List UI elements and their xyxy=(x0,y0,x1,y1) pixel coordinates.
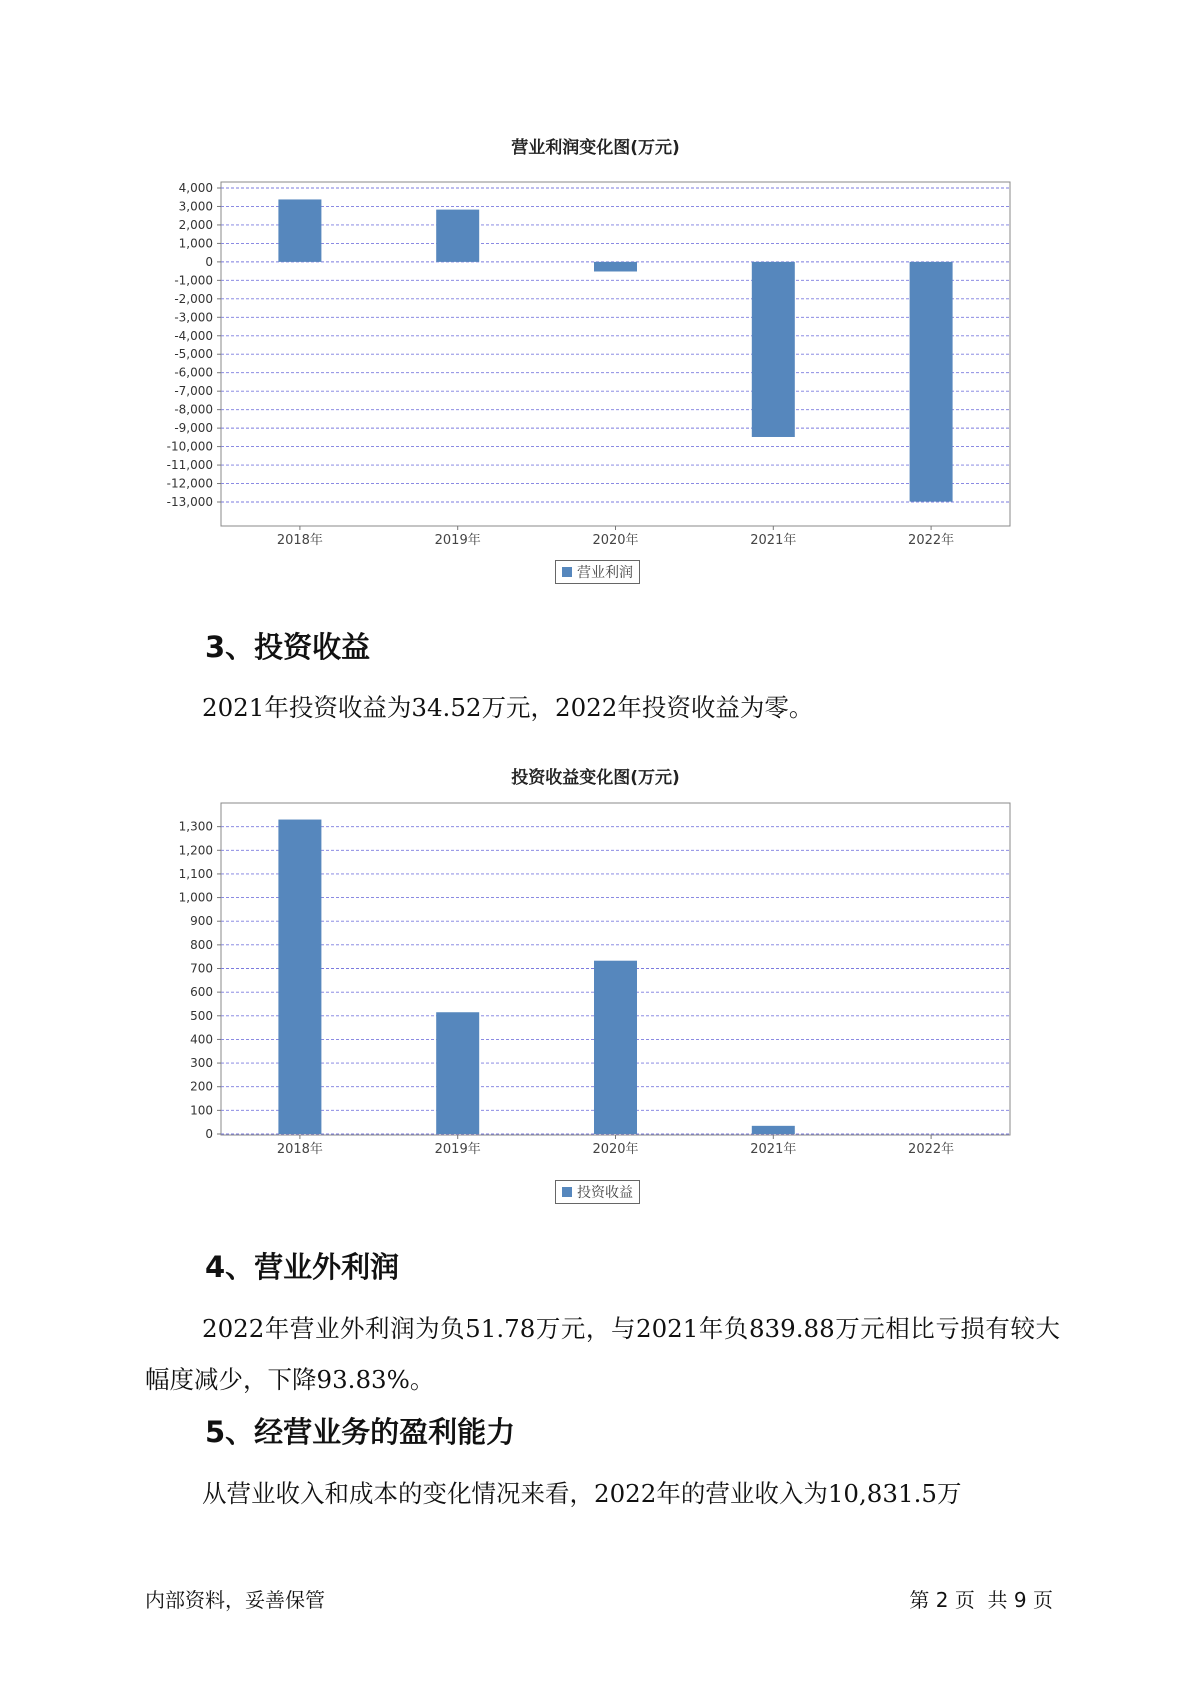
chart2-ytick-label: 600 xyxy=(190,985,213,1000)
chart2-xtick-label: 2021年 xyxy=(750,1142,797,1157)
chart1-xtick-label: 2020年 xyxy=(592,533,639,548)
chart1-ytick-label: -5,000 xyxy=(174,347,213,362)
chart2-ytick-label: 100 xyxy=(190,1103,213,1118)
chart2-ytick-label: 300 xyxy=(190,1056,213,1071)
section5-heading: 5、经营业务的盈利能力 xyxy=(205,1415,516,1449)
chart1-xtick-label: 2022年 xyxy=(908,533,955,548)
chart1-ytick-label: 0 xyxy=(205,254,213,269)
chart2-ytick-label: 0 xyxy=(205,1127,213,1141)
chart2-bar xyxy=(278,820,321,1134)
chart1-ytick-label: -3,000 xyxy=(174,310,213,325)
chart2-ytick-label: 1,300 xyxy=(178,819,213,834)
chart1-legend-label: 营业利润 xyxy=(577,565,633,581)
chart1-ytick-label: -12,000 xyxy=(166,476,213,491)
chart1-ytick-label: 1,000 xyxy=(178,236,213,251)
footer-page-number: 第 2 页 共 9 页 xyxy=(909,1588,1053,1612)
footer-confidential: 内部资料，妥善保管 xyxy=(145,1588,325,1612)
chart2-ytick-label: 1,100 xyxy=(178,866,213,881)
section5-text: 从营业收入和成本的变化情况来看，2022年的营业收入为10,831.5万 xyxy=(202,1479,962,1508)
chart2-ytick-label: 900 xyxy=(190,914,213,929)
section4-heading: 4、营业外利润 xyxy=(205,1250,400,1284)
chart2-bar xyxy=(594,961,637,1134)
chart1-ytick-label: 3,000 xyxy=(178,199,213,214)
chart1-ytick-label: 2,000 xyxy=(178,217,213,232)
chart1-ytick-label: -2,000 xyxy=(174,291,213,306)
chart1-xtick-label: 2018年 xyxy=(276,533,323,548)
section4-text: 2022年营业外利润为负51.78万元，与2021年负839.88万元相比亏损有较大幅度减少，下降93.83%。 xyxy=(145,1314,1060,1394)
chart1-ytick-label: -1,000 xyxy=(174,273,213,288)
chart1-xtick-label: 2021年 xyxy=(750,533,797,548)
chart2-bar xyxy=(752,1126,795,1134)
chart1-ytick-label: -9,000 xyxy=(174,421,213,436)
chart1-ytick-label: -11,000 xyxy=(166,458,213,473)
chart2-xtick-label: 2022年 xyxy=(908,1142,955,1157)
chart2-xtick-label: 2020年 xyxy=(592,1142,639,1157)
section3-text: 2021年投资收益为34.52万元，2022年投资收益为零。 xyxy=(202,693,814,722)
chart2-ytick-label: 1,000 xyxy=(178,890,213,905)
chart1-ytick-label: 4,000 xyxy=(178,181,213,195)
chart2-ytick-label: 400 xyxy=(190,1032,213,1047)
section3-heading: 3、投资收益 xyxy=(205,630,371,664)
chart1-ytick-label: -7,000 xyxy=(174,384,213,399)
chart2-xtick-label: 2018年 xyxy=(276,1142,323,1157)
chart2-legend xyxy=(555,1180,640,1204)
chart2-legend-swatch xyxy=(562,1187,572,1197)
chart1-title: 营业利润变化图(万元) xyxy=(511,138,680,158)
chart1-ytick-label: -6,000 xyxy=(174,365,213,380)
chart2-ytick-label: 800 xyxy=(190,937,213,952)
chart1-ytick-label: -10,000 xyxy=(166,439,213,454)
chart2-bar xyxy=(436,1012,479,1134)
chart2-ytick-label: 500 xyxy=(190,1008,213,1023)
chart2-ytick-label: 700 xyxy=(190,961,213,976)
chart1-ytick-label: -13,000 xyxy=(166,495,213,509)
chart1-xtick-label: 2019年 xyxy=(434,533,481,548)
chart2-ytick-label: 1,200 xyxy=(178,843,213,858)
chart2-legend-label: 投资收益 xyxy=(577,1185,633,1201)
chart2-ytick-label: 200 xyxy=(190,1079,213,1094)
chart2-xtick-label: 2019年 xyxy=(434,1142,481,1157)
chart1-ytick-label: -4,000 xyxy=(174,328,213,343)
chart1-ytick-label: -8,000 xyxy=(174,402,213,417)
chart2-title: 投资收益变化图(万元) xyxy=(511,768,680,788)
